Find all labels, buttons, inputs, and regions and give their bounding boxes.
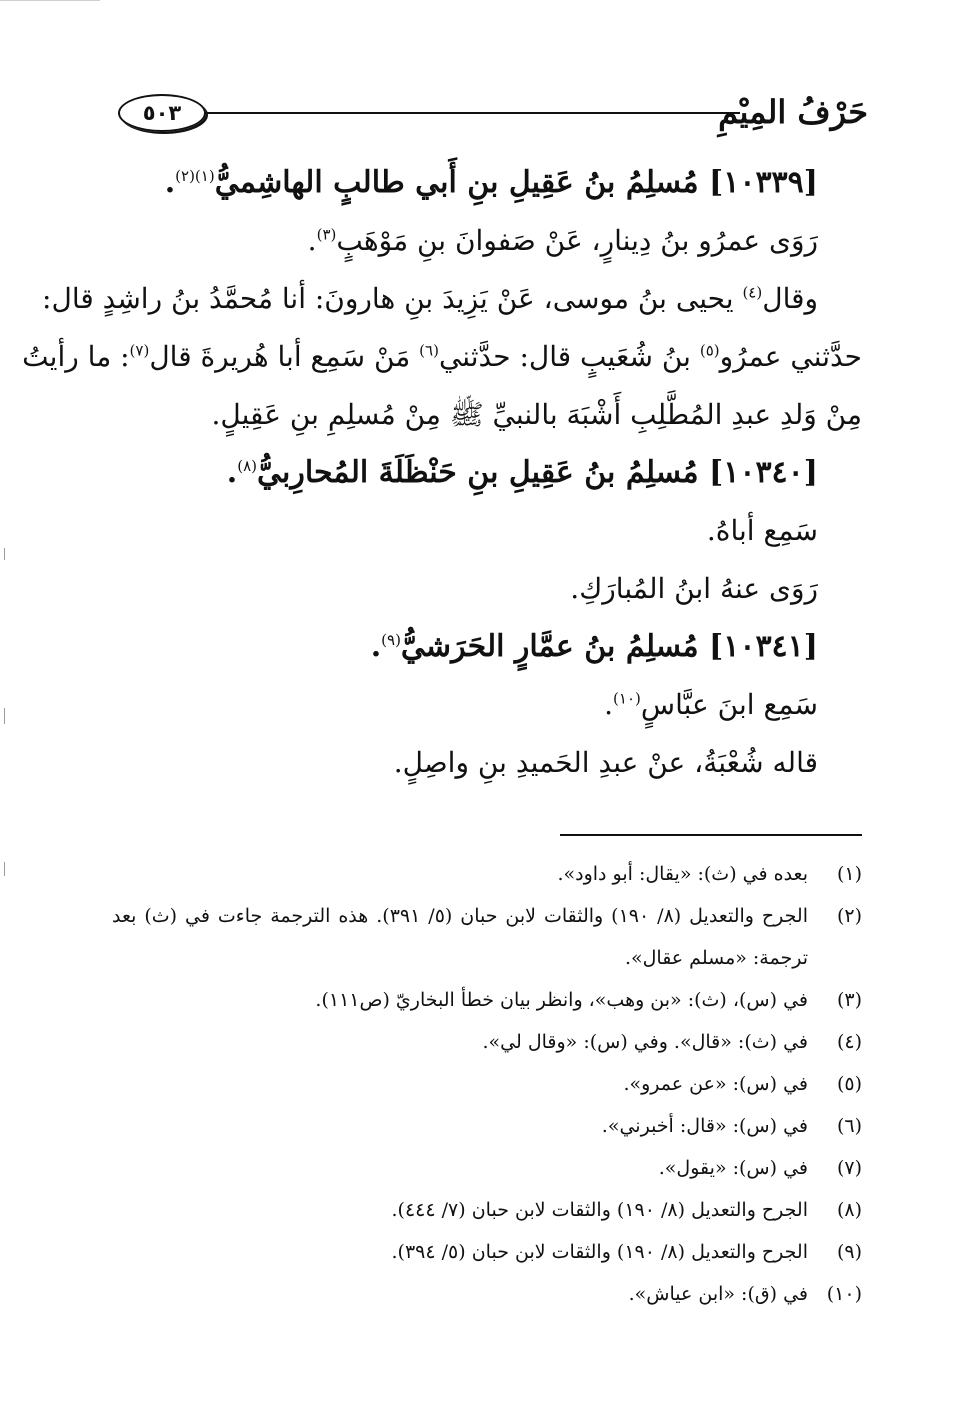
body-text: قاله شُعْبَةُ، عنْ عبدِ الحَميدِ بنِ واصِلٍ. (393, 746, 818, 779)
body-text: رَوَى عنهُ ابنُ المُبارَكِ. (570, 572, 818, 605)
footnote-number: (٣) (836, 989, 862, 1011)
body-text: سَمِع أباهُ. (706, 514, 818, 547)
entry-heading: [١٠٣٣٩] مُسلِمُ بنُ عَقِيلِ بنِ أَبي طالبٍ الهاشِميُّ$^{(١)(٢)}$. (164, 165, 818, 200)
footnote-text: في (ق): «ابن عياش». (628, 1283, 808, 1305)
footnote-text: الجرح والتعديل (٨/ ١٩٠) والثقات لابن حبان (٧/ ٤٤٤). (391, 1199, 808, 1221)
body-line (112, 676, 862, 734)
body-text: مَنْ سَمِع أبا هُريرةَ قال (149, 340, 420, 373)
footnote (112, 1231, 862, 1273)
entry-title: [١٠٣٣٩] مُسلِمُ بنُ عَقِيلِ بنِ أَبي طالبٍ الهاشِميُّ (214, 165, 818, 200)
footnote-text: في (س): «قال: أخبرني». (601, 1115, 808, 1137)
page-header (118, 90, 868, 140)
body-line (42, 270, 862, 328)
footnote-ref: (١)(٢) (175, 167, 215, 185)
footnote-ref: (٧) (129, 341, 150, 360)
footnote-ref: (٩) (381, 631, 401, 649)
entry-title: [١٠٣٤١] مُسلِمُ بنُ عمَّارٍ الحَرَشيُّ (400, 629, 818, 664)
body-text: وقال (762, 282, 818, 315)
footnote-number: (٧) (836, 1157, 862, 1179)
entry-heading: [١٠٣٤٠] مُسلِمُ بنُ عَقِيلِ بنِ حَنْظَلَةَ المُحارِبيُّ$^{(٨)}$. (226, 455, 818, 490)
entry-heading: [١٠٣٤١] مُسلِمُ بنُ عمَّارٍ الحَرَشيُّ$^{(٩)}$. (370, 629, 818, 664)
footnote-number: (٥) (836, 1073, 862, 1095)
footnote-number: (٩) (836, 1241, 862, 1263)
footnote-text: في (ث): «قال». وفي (س): «وقال لي». (482, 1031, 808, 1053)
page-number: ٥٠٣ (142, 101, 182, 125)
footnote (112, 1273, 862, 1315)
body-text: يحيى بنُ موسى، عَنْ يَزِيدَ بنِ هارونَ: أنا مُحمَّدُ بنُ راشِدٍ قال: (42, 282, 743, 315)
body-line (112, 734, 862, 792)
section-title: حَرْفُ المِيْمِ (718, 93, 868, 131)
footnote-text: في (س): «عن عمرو». (623, 1073, 808, 1095)
footnote-separator (560, 834, 862, 836)
footnote-text: بعده في (ث): «يقال: أبو داود». (557, 863, 808, 885)
body-text: رَوَى عمرُو بنُ دِينارٍ، عَنْ صَفوانَ بنِ مَوْهَبٍ (336, 224, 818, 257)
footnote (112, 1063, 862, 1105)
footnote (112, 1105, 862, 1147)
body-text: مِنْ وَلدِ عبدِ المُطَّلِبِ أَشْبَهَ بالنبيِّ ﷺ مِنْ مُسلِمِ بنِ عَقِيلٍ. (211, 398, 862, 431)
footnote-text: في (س)، (ث): «بن وهب»، وانظر بيان خطأ البخاريّ (ص١١١). (315, 989, 808, 1011)
footnote (112, 853, 862, 895)
body-line (112, 560, 862, 618)
body-line (112, 386, 862, 444)
scan-edge-mark (4, 548, 5, 560)
footnote-number: (١) (836, 863, 862, 885)
footnotes (112, 853, 862, 1315)
body-line (112, 212, 862, 270)
footnote (112, 895, 862, 979)
footnote-ref: (٦) (419, 341, 439, 360)
footnote (112, 1189, 862, 1231)
body-line (22, 328, 862, 386)
footnote (112, 1147, 862, 1189)
body-text: سَمِع ابنَ عبَّاسٍ (640, 688, 818, 721)
footnote-number: (٤) (836, 1031, 862, 1053)
footnote-ref: (١٠) (613, 689, 641, 708)
footnote-ref: (٨) (237, 457, 258, 475)
scan-edge-mark (4, 862, 5, 876)
scan-edge-mark (4, 708, 5, 724)
footnote (112, 979, 862, 1021)
body-text: بنُ شُعَيبٍ قال: حدَّثني (438, 340, 700, 373)
footnote-text: الجرح والتعديل (٨/ ١٩٠) والثقات لابن حبان (٥/ ٣٩٤). (391, 1241, 808, 1263)
scan-edge-mark (0, 0, 100, 1)
footnote-number: (٦) (836, 1115, 862, 1137)
footnote-ref: (٥) (699, 341, 720, 360)
page-number-badge (118, 94, 206, 132)
body-text: حدَّثني عمرُو (719, 340, 862, 373)
footnote-ref: (٤) (742, 283, 763, 302)
footnote-text: الجرح والتعديل (٨/ ١٩٠) والثقات لابن حبان (٥/ ٣٩١). هذه الترجمة جاءت في (ث) بعد ترجمة: «مسلم عقال». (112, 905, 808, 969)
footnote-text: في (س): «يقول». (658, 1157, 808, 1179)
main-text (22, 154, 862, 792)
footnote-number: (١٠) (826, 1283, 862, 1305)
body-line (112, 502, 862, 560)
entry-title: [١٠٣٤٠] مُسلِمُ بنُ عَقِيلِ بنِ حَنْظَلَةَ المُحارِبيُّ (257, 455, 818, 490)
footnote (112, 1021, 862, 1063)
body-text: : ما رأيتُ (22, 340, 130, 373)
footnote-number: (٢) (836, 905, 862, 927)
body-text: . (604, 688, 614, 721)
footnote-ref: (٣) (316, 225, 337, 244)
header-rule (204, 112, 740, 114)
body-text: . (307, 224, 317, 257)
footnote-number: (٨) (836, 1199, 862, 1221)
